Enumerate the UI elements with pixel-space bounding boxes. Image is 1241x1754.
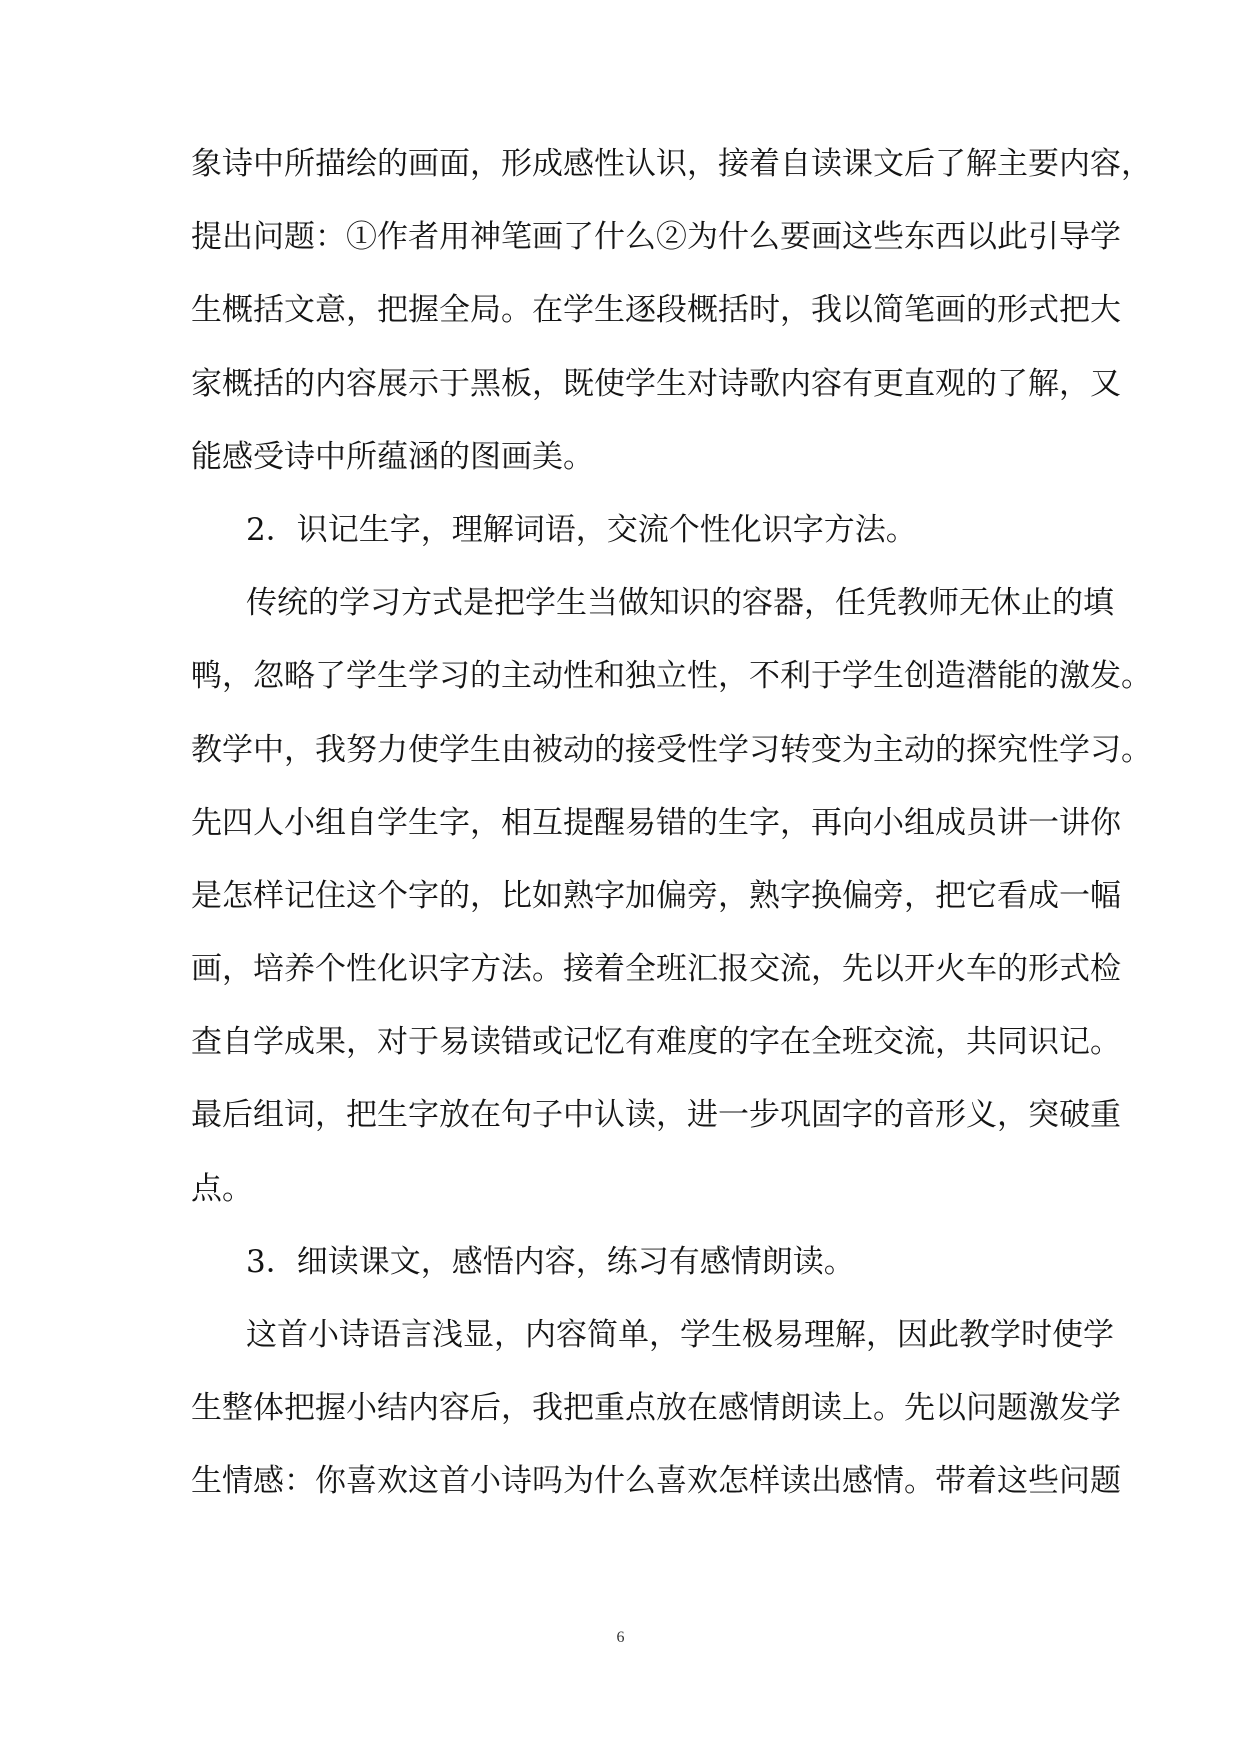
heading-line: 3．细读课文，感悟内容，练习有感情朗读。 <box>246 1243 855 1280</box>
text-line: 点。 <box>191 1170 253 1207</box>
text-line: 提出问题：①作者用神笔画了什么②为什么要画这些东西以此引导学 <box>191 219 1121 256</box>
text-line: 教学中，我努力使学生由被动的接受性学习转变为主动的探究性学习。 <box>191 731 1152 768</box>
text-line: 象诗中所描绘的画面，形成感性认识，接着自读课文后了解主要内容， <box>191 146 1152 182</box>
text-line: 传统的学习方式是把学生当做知识的容器，任凭教师无休止的填 <box>246 585 1114 622</box>
text-line: 生概括文意，把握全局。在学生逐段概括时，我以简笔画的形式把大 <box>191 292 1121 329</box>
text-line: 生整体把握小结内容后，我把重点放在感情朗读上。先以问题激发学 <box>191 1390 1121 1427</box>
section-heading-2 <box>191 494 1059 567</box>
document-body <box>191 128 1152 1519</box>
heading-line: 2．识记生字，理解词语，交流个性化识字方法。 <box>246 511 917 548</box>
text-line: 鸭，忽略了学生学习的主动性和独立性，不利于学生创造潜能的激发。 <box>191 658 1152 695</box>
paragraph-2 <box>191 567 1152 1226</box>
text-line: 这首小诗语言浅显，内容简单，学生极易理解，因此教学时使学 <box>246 1317 1114 1353</box>
paragraph-1 <box>191 128 1152 494</box>
text-line: 最后组词，把生字放在句子中认读，进一步巩固字的音形义，突破重 <box>191 1097 1121 1134</box>
page-number: 6 <box>616 1629 625 1646</box>
text-line: 查自学成果，对于易读错或记忆有难度的字在全班交流，共同识记。 <box>191 1024 1121 1061</box>
text-line: 画，培养个性化识字方法。接着全班汇报交流，先以开火车的形式检 <box>191 951 1121 988</box>
text-line: 能感受诗中所蕴涵的图画美。 <box>191 438 594 475</box>
section-heading-3 <box>191 1226 1059 1299</box>
text-line: 家概括的内容展示于黑板，既使学生对诗歌内容有更直观的了解，又 <box>191 365 1121 402</box>
paragraph-3 <box>191 1299 1121 1519</box>
text-line: 先四人小组自学生字，相互提醒易错的生字，再向小组成员讲一讲你 <box>191 804 1121 841</box>
text-line: 是怎样记住这个字的，比如熟字加偏旁，熟字换偏旁，把它看成一幅 <box>191 877 1121 914</box>
text-line: 生情感：你喜欢这首小诗吗为什么喜欢怎样读出感情。带着这些问题 <box>191 1463 1121 1500</box>
